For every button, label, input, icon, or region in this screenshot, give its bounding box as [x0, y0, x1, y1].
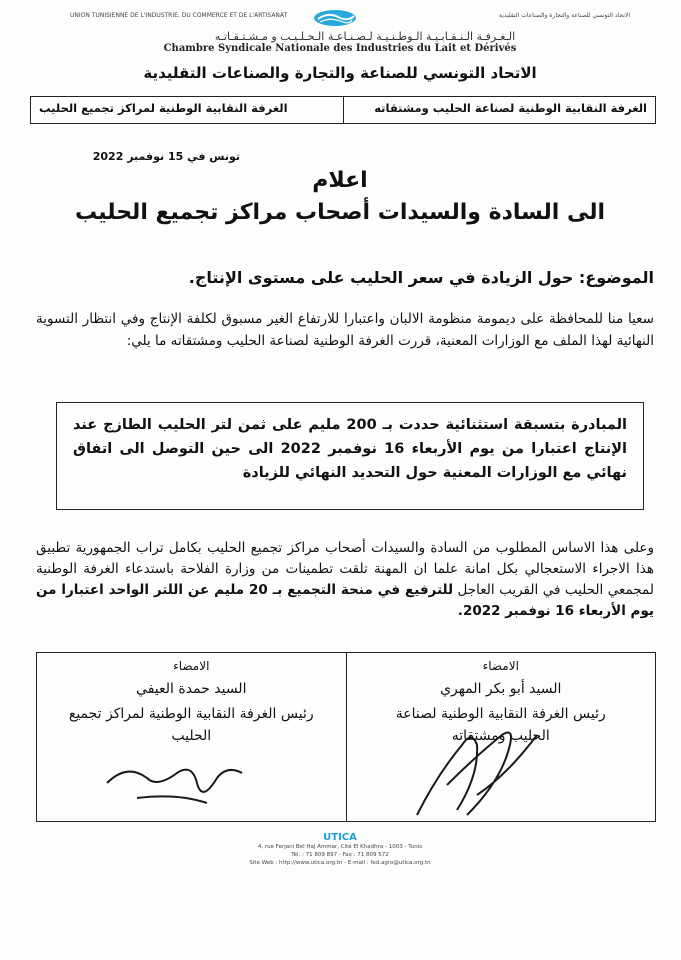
chambers-row	[30, 96, 656, 124]
footer-web: Site Web : http://www.utica.org.tn - E-mail : fed.agro@utica.org.tn	[249, 860, 431, 866]
handwritten-signature-icon	[97, 753, 247, 813]
instructions-bold-text: للترفيع في منحة التجميع بـ 20 مليم عن اللتر الواحد اعتبارا من يوم الأربعاء 16 نوفمبر 2022.	[36, 582, 654, 619]
signature-left	[37, 653, 346, 821]
recipient-line: الى السادة والسيدات أصحاب مراكز تجميع الحليب	[74, 200, 606, 225]
utica-logo-icon	[312, 8, 358, 28]
signer-role: رئيس الغرفة النقابية الوطنية لصناعة الحليب ومشتقاته	[395, 706, 606, 744]
union-title: الاتحاد التونسي للصناعة والتجارة والصناعات التقليدية	[143, 64, 537, 82]
signature-label: الامضاء	[173, 659, 210, 673]
header-french-small: UNION TUNISIENNE DE L'INDUSTRIE, DU COMMERCE ET DE L'ARTISANAT	[70, 12, 288, 19]
document-title: اعلام	[312, 168, 368, 193]
document-date: تونس في 15 نوفمبر 2022	[92, 150, 240, 163]
signature-right	[346, 653, 656, 821]
footer-phone: Tél. : 71 809 897 - Fax : 71 809 572	[291, 852, 389, 858]
decision-box: المبادرة بتسبقة استثنائية حددت بـ 200 مليم على ثمن لتر الحليب الطازج عند الإنتاج اعتبارا من يوم الأربعاء 16 نوفمبر 2022 الى حين التوصل الى اتفاق نهائي مع الوزارات المعنية حول التحديد النهائي للزيادة	[56, 402, 644, 510]
chamber-french-banner: Chambre Syndicale Nationale des Industries du Lait et Dérivés	[163, 43, 517, 54]
subject-line: الموضوع: حول الزيادة في سعر الحليب على مستوى الإنتاج.	[188, 268, 654, 287]
signer-name: السيد أبو بكر المهري	[440, 681, 562, 697]
header-arabic-small: الاتحاد التونسي للصناعة والتجارة والصناعات التقليدية	[499, 12, 630, 19]
chamber-arabic-banner: الـغـرفـة الـنـقـابـيـة الـوطـنـيـة لـصـنـاعـة الـحـلـيـب و مـشـتـقـاتـه	[214, 30, 516, 43]
chamber-right: الغرفة النقابية الوطنية لصناعة الحليب ومشتقاته	[343, 97, 656, 123]
footer-address: 4, rue Ferjani Bel Haj Ammar, Cité El Khadhra - 1003 - Tunis	[257, 844, 423, 850]
footer	[100, 832, 580, 867]
instructions-paragraph	[36, 538, 654, 622]
signatures-block	[36, 652, 656, 822]
handwritten-signature-icon	[407, 715, 547, 825]
instructions-text: وعلى هذا الاساس المطلوب من السادة والسيدات أصحاب مراكز تجميع الحليب بكامل تراب الجمهورية تطبيق هذا الاجراء الاستعجالي بكل امانة علما ان المهنة تلقت تطمينات من وزارة الفلاحة باستدعاء الغرفة الوطنية لمجمعي الحليب في القريب العاجل	[36, 540, 654, 598]
signer-name: السيد حمدة العيفي	[136, 681, 247, 697]
footer-org: UTICA	[323, 832, 357, 843]
signer-role: رئيس الغرفة النقابية الوطنية لمراكز تجميع الحليب	[68, 706, 314, 744]
intro-paragraph: سعيا منا للمحافظة على ديمومة منظومة الالبان واعتبارا للارتفاع الغير مسبوق لكلفة الإنتاج وفي انتظار التسوية النهائية لهذا الملف مع الوزارات المعنية، قررت الغرفة الوطنية لصناعة الحليب ومشتقاته ما يلي:	[36, 311, 654, 349]
signature-label: الامضاء	[482, 659, 519, 673]
chamber-left: الغرفة النقابية الوطنية لمراكز تجميع الحليب	[39, 101, 288, 115]
